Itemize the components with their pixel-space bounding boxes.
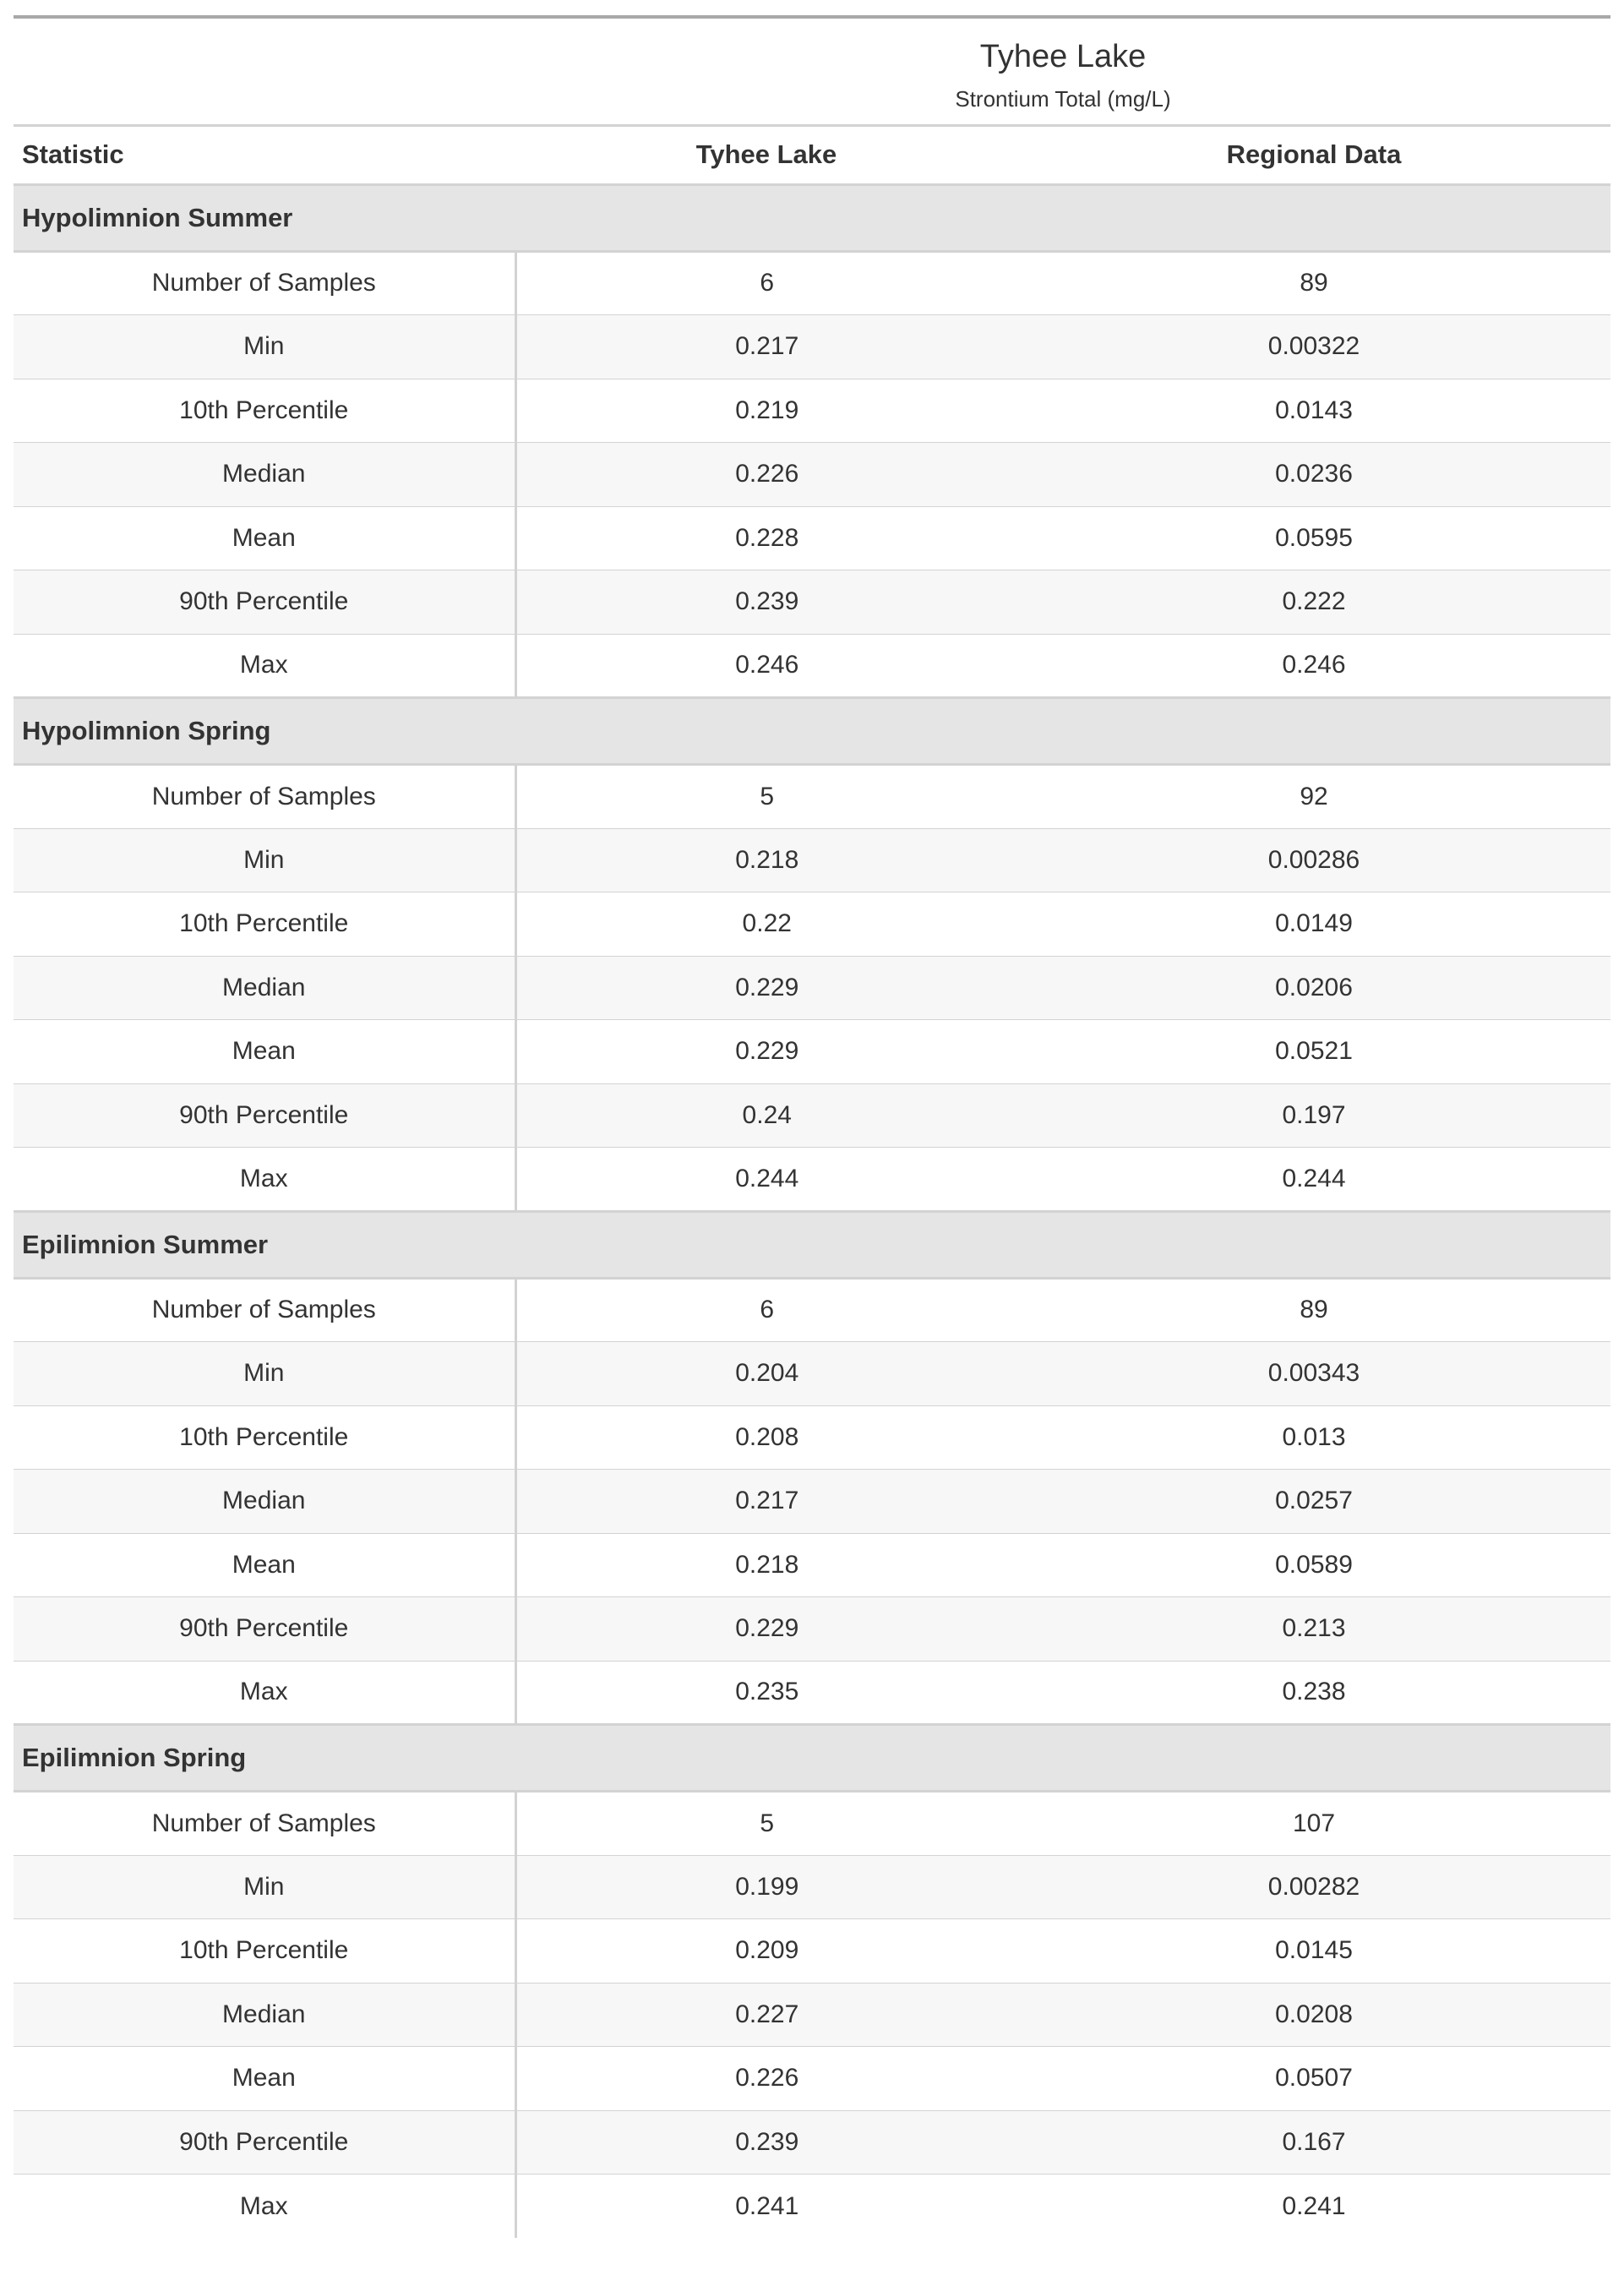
table-row [14,2175,1610,2239]
statistic-cell: Mean [14,1533,515,1597]
regional-value-cell: 0.244 [1282,1164,1346,1192]
statistic-cell: 90th Percentile [14,2110,515,2175]
lake-value-cell: 0.226 [515,2047,1017,2111]
lake-value-cell: 0.229 [515,1020,1017,1084]
lake-value-cell: 0.228 [515,506,1017,570]
regional-value-cell: 107 [1017,1792,1610,1856]
statistic-cell: Median [14,956,515,1020]
table-row [14,1405,1610,1470]
group-header-label: Epilimnion Spring [14,1725,1610,1792]
table-row [14,315,1610,379]
table-row [14,506,1610,570]
regional-value-cell: 0.00343 [1017,1342,1610,1406]
group-header-label: Epilimnion Summer [14,1211,1610,1278]
statistic-cell: Max [14,2175,515,2239]
regional-value-cell: 0.00322 [1017,315,1610,379]
lake-value-cell: 6 [515,251,1017,315]
regional-value-cell: 0.0507 [1017,2047,1610,2111]
table-row [14,956,1610,1020]
table-row [14,1020,1610,1084]
table-row [14,1148,1610,1212]
statistic-cell: Number of Samples [14,251,515,315]
table-row [14,379,1610,443]
statistic-cell: Mean [14,506,515,570]
lake-value-cell: 0.218 [515,1533,1017,1597]
regional-value-cell: 0.0589 [1017,1533,1610,1597]
regional-value-cell: 0.0145 [1017,1919,1610,1984]
group-header-row [14,184,1610,251]
statistic-cell: 90th Percentile [14,1597,515,1662]
summary-statistics-table [14,15,1610,2238]
table-row [14,443,1610,507]
regional-value-cell: 0.167 [1017,2110,1610,2175]
regional-value-cell: 0.0143 [1017,379,1610,443]
lake-value-cell: 0.217 [515,1470,1017,1534]
lake-value-cell: 0.219 [515,379,1017,443]
table-row [14,1792,1610,1856]
statistic-cell: Max [14,1148,515,1212]
lake-value-cell: 0.227 [515,1983,1017,2047]
regional-value-cell: 0.013 [1017,1405,1610,1470]
table-row [14,892,1610,957]
lake-value-cell: 0.246 [735,651,799,679]
table-row [14,765,1610,829]
table-row [14,634,1610,698]
regional-value-cell: 0.0257 [1017,1470,1610,1534]
lake-value-cell: 0.229 [515,1597,1017,1662]
lake-value-cell: 0.229 [515,956,1017,1020]
lake-value-cell: 0.244 [735,1164,799,1192]
regional-value-cell: 0.0595 [1017,506,1610,570]
lake-value-cell: 0.239 [515,2110,1017,2175]
statistic-cell: 90th Percentile [14,570,515,635]
lake-value-cell: 0.204 [515,1342,1017,1406]
regional-value-cell: 0.0208 [1017,1983,1610,2047]
regional-value-cell: 0.0206 [1017,956,1610,1020]
group-header-label: Hypolimnion Summer [14,184,1610,251]
column-header-statistic: Statistic [14,125,515,184]
regional-value-cell: 0.0236 [1017,443,1610,507]
regional-value-cell: 89 [1017,1278,1610,1342]
regional-value-cell: 0.00286 [1017,828,1610,892]
statistic-cell: Min [14,1855,515,1919]
statistic-cell: 10th Percentile [14,379,515,443]
group-header-label: Hypolimnion Spring [14,698,1610,765]
table-row [14,2047,1610,2111]
statistic-cell: Min [14,828,515,892]
column-header-lake: Tyhee Lake [515,125,1017,184]
statistic-cell: 10th Percentile [14,892,515,957]
table-body [14,184,1610,2238]
statistic-cell: Mean [14,1020,515,1084]
table-row [14,1470,1610,1534]
regional-value-cell: 0.0521 [1017,1020,1610,1084]
lake-value-cell: 0.209 [515,1919,1017,1984]
table-row [14,1533,1610,1597]
statistic-cell: Number of Samples [14,1278,515,1342]
group-header-row [14,698,1610,765]
table-row [14,251,1610,315]
table-header [14,17,1610,184]
statistic-cell: Min [14,1342,515,1406]
regional-value-cell: 0.238 [1282,1678,1346,1706]
table-row [14,570,1610,635]
lake-value-cell: 5 [515,1792,1017,1856]
column-header-regional: Regional Data [1017,125,1610,184]
statistic-cell: 10th Percentile [14,1405,515,1470]
table-row [14,1278,1610,1342]
group-header-row [14,1211,1610,1278]
lake-value-cell: 0.24 [515,1083,1017,1148]
table-row [14,1661,1610,1725]
table-row [14,1983,1610,2047]
lake-value-cell: 5 [515,765,1017,829]
lake-value-cell: 0.239 [515,570,1017,635]
statistic-cell: Max [14,634,515,698]
statistic-cell: Median [14,443,515,507]
regional-value-cell: 0.222 [1017,570,1610,635]
statistic-cell: Median [14,1983,515,2047]
regional-value-cell: 0.246 [1282,651,1346,679]
lake-value-cell: 0.218 [515,828,1017,892]
statistic-cell: Median [14,1470,515,1534]
lake-value-cell: 0.226 [515,443,1017,507]
statistic-cell: Mean [14,2047,515,2111]
regional-value-cell: 0.241 [1282,2191,1346,2220]
table-row [14,1597,1610,1662]
statistic-cell: 10th Percentile [14,1919,515,1984]
regional-value-cell: 0.197 [1017,1083,1610,1148]
table-row [14,1083,1610,1148]
lake-value-cell: 0.22 [515,892,1017,957]
statistic-cell: Number of Samples [14,765,515,829]
lake-value-cell: 0.208 [515,1405,1017,1470]
lake-value-cell: 0.241 [735,2191,799,2220]
regional-value-cell: 0.0149 [1017,892,1610,957]
table-row [14,1855,1610,1919]
lake-value-cell: 0.199 [515,1855,1017,1919]
statistic-cell: 90th Percentile [14,1083,515,1148]
table-row [14,2110,1610,2175]
regional-value-cell: 0.00282 [1017,1855,1610,1919]
regional-value-cell: 92 [1017,765,1610,829]
statistic-cell: Number of Samples [14,1792,515,1856]
lake-value-cell: 6 [515,1278,1017,1342]
lake-value-cell: 0.217 [515,315,1017,379]
lake-value-cell: 0.235 [735,1678,799,1706]
regional-value-cell: 89 [1017,251,1610,315]
summary-table-container [14,15,1610,2238]
table-row [14,1342,1610,1406]
table-title: Tyhee Lake [515,17,1610,83]
regional-value-cell: 0.213 [1017,1597,1610,1662]
statistic-cell: Max [14,1661,515,1725]
table-row [14,828,1610,892]
table-subtitle: Strontium Total (mg/L) [515,83,1610,125]
statistic-cell: Min [14,315,515,379]
table-row [14,1919,1610,1984]
group-header-row [14,1725,1610,1792]
